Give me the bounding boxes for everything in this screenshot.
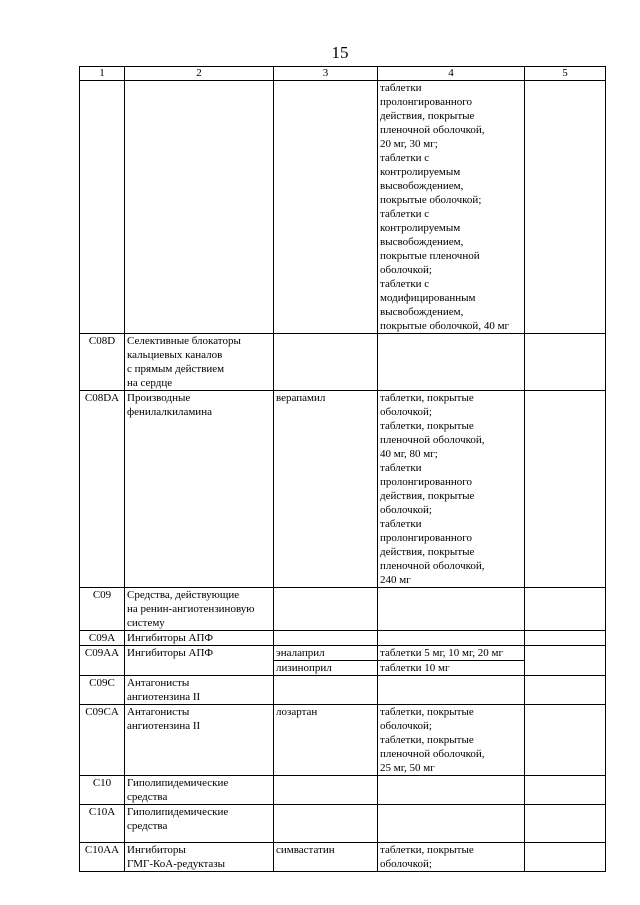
- drug-cell: [274, 81, 378, 334]
- drug-cell: лизиноприл: [274, 661, 378, 676]
- atc-code-cell: C09: [80, 588, 125, 631]
- table-row: [80, 631, 606, 646]
- column-header-2: 2: [125, 67, 274, 81]
- column-header-4: 4: [378, 67, 525, 81]
- drug-cell: [274, 334, 378, 391]
- table-row: [80, 843, 606, 872]
- dosage-form-cell: [378, 805, 525, 843]
- extra-cell: [525, 805, 606, 843]
- column-header-1: 1: [80, 67, 125, 81]
- table-row: [80, 705, 606, 776]
- dosage-form-cell: таблетки пролонгированного действия, покрытые пленочной оболочкой, 20 мг, 30 мг; таблетки с контролируемым высвобождением, покрытые оболочкой; таблетки с контролируемым высвобождением, покрытые пленочной оболочкой; таблетки с модифицированным высвобождением, покрытые оболочкой, 40 мг: [378, 81, 525, 334]
- table-row: [80, 776, 606, 805]
- extra-cell: [525, 843, 606, 872]
- drug-cell: [274, 631, 378, 646]
- table-row: [80, 334, 606, 391]
- extra-cell: [525, 646, 606, 676]
- table-row: [80, 588, 606, 631]
- extra-cell: [525, 588, 606, 631]
- drug-cell: [274, 805, 378, 843]
- group-cell: Ингибиторы АПФ: [125, 631, 274, 646]
- extra-cell: [525, 81, 606, 334]
- extra-cell: [525, 705, 606, 776]
- extra-cell: [525, 676, 606, 705]
- extra-cell: [525, 334, 606, 391]
- drug-cell: [274, 676, 378, 705]
- page-number: 15: [331, 43, 349, 62]
- dosage-form-cell: таблетки, покрытые оболочкой; таблетки, покрытые пленочной оболочкой, 25 мг, 50 мг: [378, 705, 525, 776]
- atc-code-cell: C10A: [80, 805, 125, 843]
- atc-code-cell: C09A: [80, 631, 125, 646]
- dosage-form-cell: [378, 334, 525, 391]
- group-cell: Селективные блокаторы кальциевых каналов с прямым действием на сердце: [125, 334, 274, 391]
- drug-cell: верапамил: [274, 391, 378, 588]
- extra-cell: [525, 391, 606, 588]
- column-header-5: 5: [525, 67, 606, 81]
- table-row: [80, 676, 606, 705]
- group-cell: Антагонисты ангиотензина II: [125, 705, 274, 776]
- table-row: [80, 391, 606, 588]
- drug-cell: симвастатин: [274, 843, 378, 872]
- dosage-form-cell: таблетки 5 мг, 10 мг, 20 мг: [378, 646, 525, 661]
- extra-cell: [525, 631, 606, 646]
- dosage-form-cell: [378, 631, 525, 646]
- group-cell: Средства, действующие на ренин-ангиотензиновую систему: [125, 588, 274, 631]
- extra-cell: [525, 776, 606, 805]
- table-row: [80, 805, 606, 843]
- drug-cell: эналаприл: [274, 646, 378, 661]
- dosage-form-cell: [378, 588, 525, 631]
- table-row: [80, 646, 606, 661]
- atc-code-cell: C08DA: [80, 391, 125, 588]
- dosage-form-cell: таблетки 10 мг: [378, 661, 525, 676]
- table-header-row: [80, 67, 606, 81]
- dosage-form-cell: [378, 776, 525, 805]
- group-cell: Антагонисты ангиотензина II: [125, 676, 274, 705]
- atc-code-cell: C10: [80, 776, 125, 805]
- atc-code-cell: C09AA: [80, 646, 125, 676]
- drug-cell: лозартан: [274, 705, 378, 776]
- drug-table: [79, 66, 606, 872]
- group-cell: Ингибиторы ГМГ-КоА-редуктазы: [125, 843, 274, 872]
- atc-code-cell: C10AA: [80, 843, 125, 872]
- group-cell: Ингибиторы АПФ: [125, 646, 274, 676]
- drug-cell: [274, 776, 378, 805]
- atc-code-cell: C09C: [80, 676, 125, 705]
- atc-code-cell: C09CA: [80, 705, 125, 776]
- table-row: [80, 81, 606, 334]
- atc-code-cell: C08D: [80, 334, 125, 391]
- group-cell: Гиполипидемические средства: [125, 776, 274, 805]
- group-cell: [125, 81, 274, 334]
- dosage-form-cell: [378, 676, 525, 705]
- atc-code-cell: [80, 81, 125, 334]
- group-cell: Гиполипидемические средства: [125, 805, 274, 843]
- group-cell: Производные фенилалкиламина: [125, 391, 274, 588]
- drug-cell: [274, 588, 378, 631]
- dosage-form-cell: таблетки, покрытые оболочкой;: [378, 843, 525, 872]
- dosage-form-cell: таблетки, покрытые оболочкой; таблетки, покрытые пленочной оболочкой, 40 мг, 80 мг; таблетки пролонгированного действия, покрытые оболочкой; таблетки пролонгированного действия, покрытые пленочной оболочкой, 240 мг: [378, 391, 525, 588]
- column-header-3: 3: [274, 67, 378, 81]
